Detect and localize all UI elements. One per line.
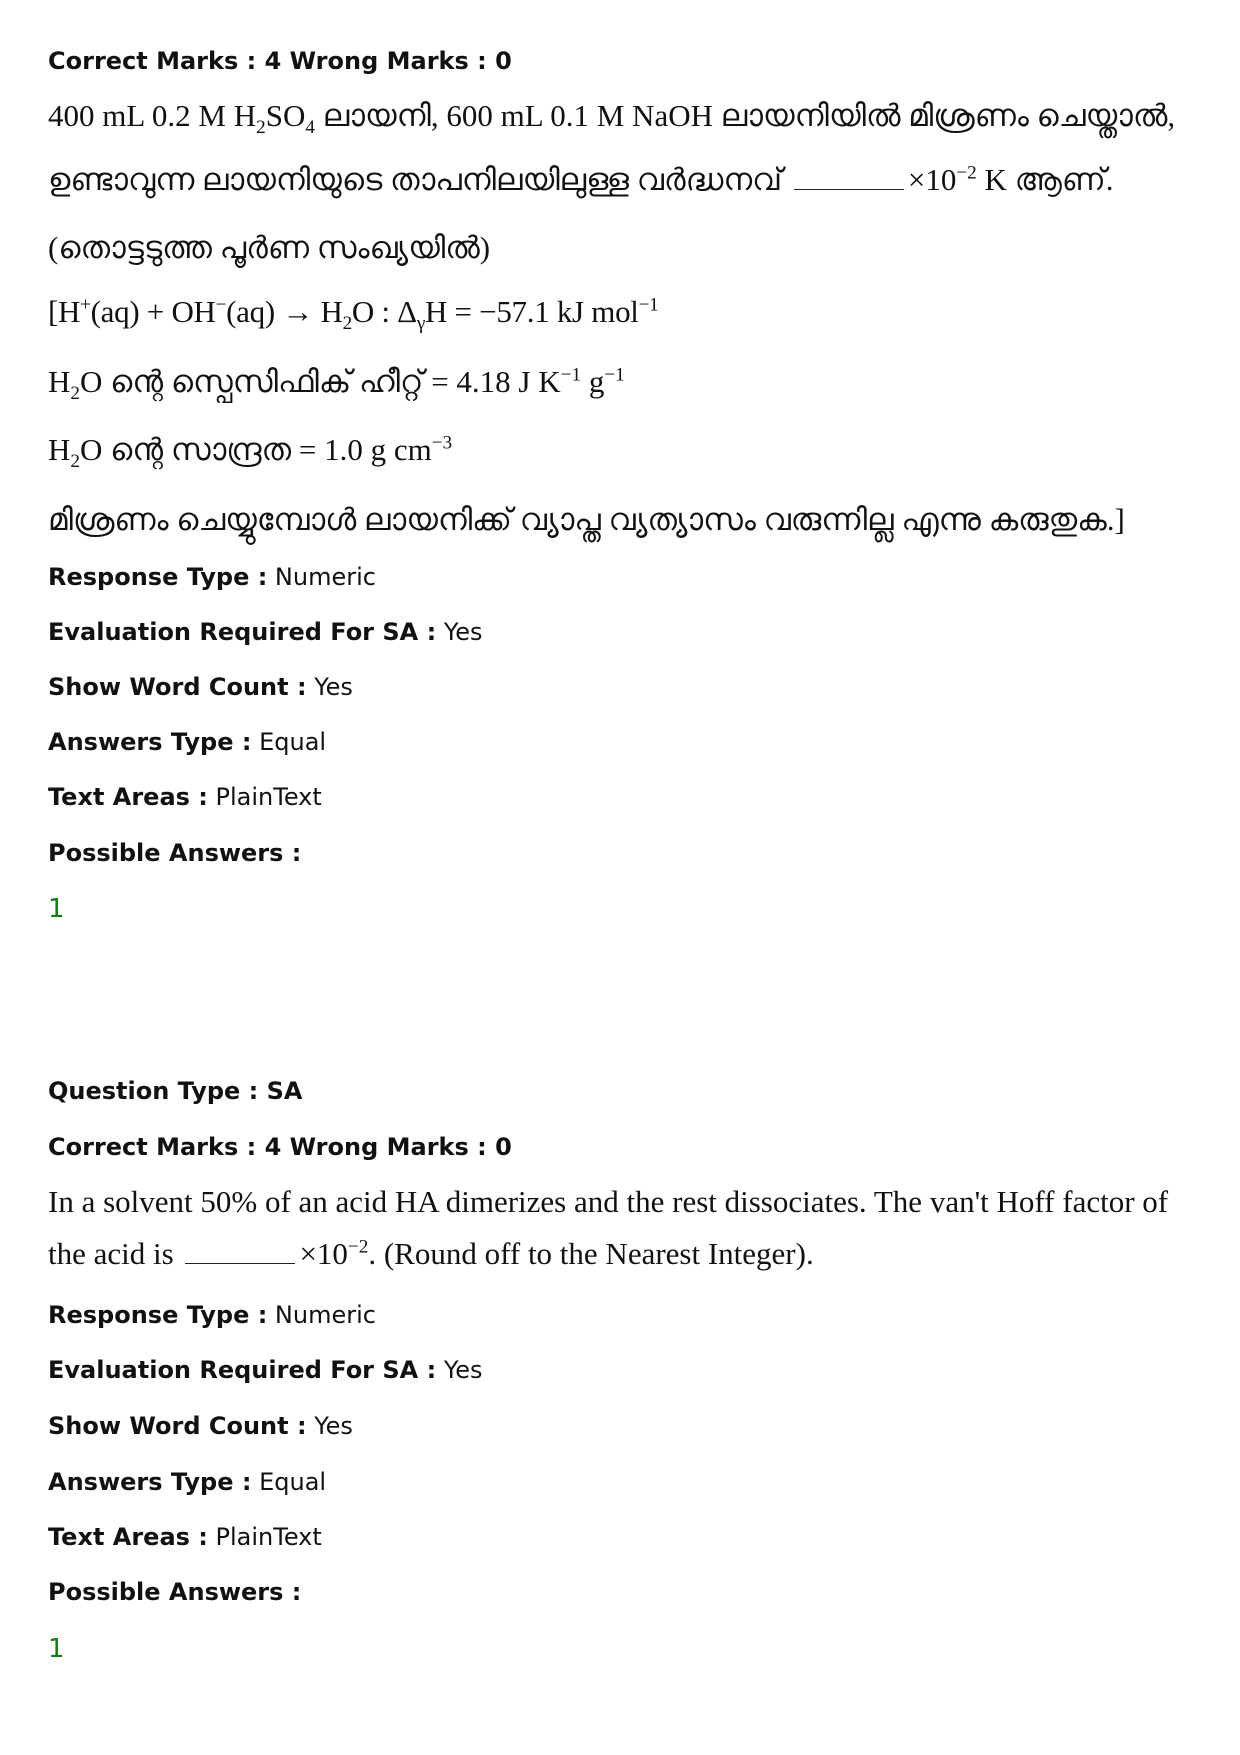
q1-assumption: മിശ്രണം ചെയ്യുമ്പോൾ ലായനിക്ക് വ്യാപ്ത വ്യത്യാസം വരുന്നില്ല എന്നു കരുതുക.] — [48, 502, 1125, 537]
q2-possible-answer: 1 — [48, 1634, 65, 1664]
q2-marks: Correct Marks : 4 Wrong Marks : 0 — [48, 1133, 512, 1161]
q2-question-type: Question Type : SA — [48, 1077, 303, 1105]
q1-text-areas: Text Areas : PlainText — [48, 783, 322, 811]
answer-blank — [185, 1239, 295, 1264]
q2-line-1: In a solvent 50% of an acid HA dimerizes and the rest dissociates. The van't Hoff factor of — [48, 1184, 1169, 1219]
q2-possible-answers-label: Possible Answers : — [48, 1578, 302, 1606]
q1-response-type: Response Type : Numeric — [48, 563, 376, 591]
q2-answers-type: Answers Type : Equal — [48, 1468, 327, 1496]
q2-line-2: the acid is $\times 10^{-2}$. (Round off to the Nearest Integer). — [48, 1236, 814, 1271]
q2-show-word-count: Show Word Count : Yes — [48, 1412, 353, 1440]
q1-density: $H_2O$ ന്റെ സാന്ദ്രത = 1.0 g $cm^{-3}$ — [48, 432, 453, 473]
q1-marks: Correct Marks : 4 Wrong Marks : 0 — [48, 47, 512, 75]
q1-show-word-count: Show Word Count : Yes — [48, 673, 353, 701]
q1-line-1: 400 mL 0.2 M $H_2SO_4$ ലായനി, 600 mL 0.1 M NaOH ലായനിയിൽ മിശ്രണം ചെയ്താൽ, — [48, 98, 1176, 139]
q1-evaluation-required: Evaluation Required For SA : Yes — [48, 618, 483, 646]
q1-line-2: ഉണ്ടാവുന്ന ലായനിയുടെ താപനിലയിലുള്ള വർദ്ധനവ് $\times 10^{-2}$ K ആണ്. — [48, 162, 1114, 197]
q1-line-3: (തൊട്ടടുത്ത പൂർണ സംഖ്യയിൽ) — [48, 230, 491, 265]
q1-equation: [$H^+(aq) + OH^-(aq) \to H_2O$ : $\Delta_\gamma H = -57.1$ kJ mol$^{-1}$ — [48, 294, 659, 335]
q2-response-type: Response Type : Numeric — [48, 1301, 376, 1329]
answer-blank — [794, 165, 904, 190]
q2-evaluation-required: Evaluation Required For SA : Yes — [48, 1356, 483, 1384]
q1-answers-type: Answers Type : Equal — [48, 728, 327, 756]
q1-possible-answer: 1 — [48, 894, 65, 924]
q2-text-areas: Text Areas : PlainText — [48, 1523, 322, 1551]
q1-specific-heat: $H_2O$ ന്റെ സ്പെസിഫിക് ഹീറ്റ് = 4.18 J $K^{-1}$ $g^{-1}$ — [48, 364, 625, 405]
q1-possible-answers-label: Possible Answers : — [48, 839, 302, 867]
